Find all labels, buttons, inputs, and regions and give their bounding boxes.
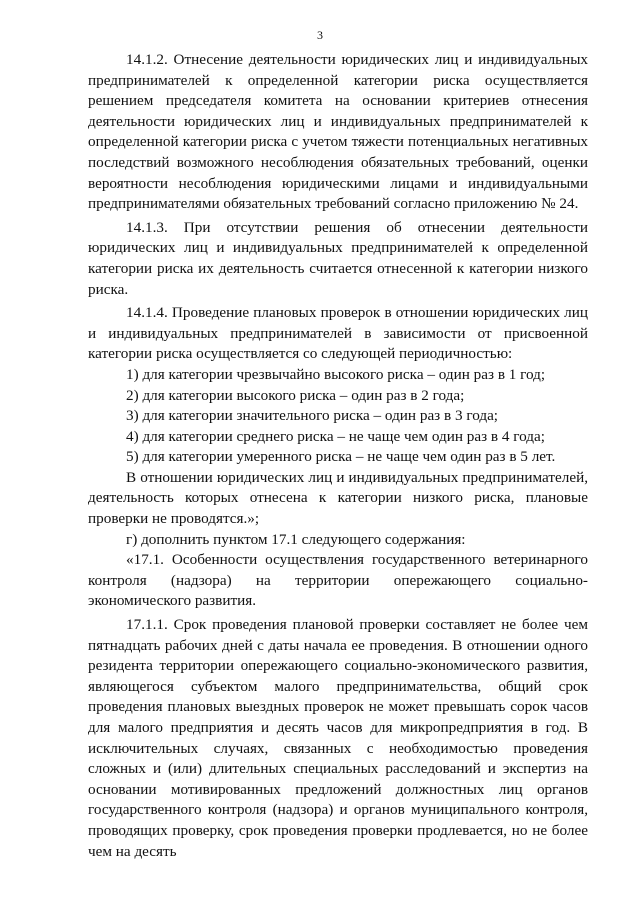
paragraph-17-1: «17.1. Особенности осуществления государственного ветеринарного контроля (надзора) на территории опережающего социально-экономического развития.	[88, 551, 588, 610]
paragraph-14-1-3: 14.1.3. При отсутствии решения об отнесении деятельности юридических лиц и индивидуальных предпринимателей к определенной категории риска их деятельность считается отнесенной к категории низкого риска.	[88, 218, 588, 298]
page-number: 3	[317, 28, 323, 42]
paragraph-amendment-g: г) дополнить пунктом 17.1 следующего содержания:	[126, 530, 466, 548]
list-item-risk-5: 5) для категории умеренного риска – не чаще чем один раз в 5 лет.	[126, 448, 556, 466]
list-item-risk-4: 4) для категории среднего риска – не чаще чем один раз в 4 года;	[126, 427, 545, 445]
list-item-risk-2: 2) для категории высокого риска – один раз в 2 года;	[126, 386, 465, 404]
paragraph-14-1-4: 14.1.4. Проведение плановых проверок в отношении юридических лиц и индивидуальных предпринимателей в зависимости от присвоенной категории риска осуществляется со следующей периодичностью:	[88, 304, 588, 363]
list-item-risk-1: 1) для категории чрезвычайно высокого риска – один раз в 1 год;	[126, 365, 546, 383]
paragraph-17-1-1: 17.1.1. Срок проведения плановой проверки составляет не более чем пятнадцать рабочих дней с даты начала ее проведения. В отношении одного резидента территории опережающего социально-экономического развития, являющегося субъектом малого предпринимательства, общий срок проведения плановых выездных проверок не может превышать сорок часов для малого предприятия и десять часов для микропредприятия в год. В исключительных случаях, связанных с необходимостью проведения сложных и (или) длительных специальных расследований и экспертиз на основании мотивированных предложений должностных лиц органов государственного контроля (надзора) и органов муниципального контроля, проводящих проверку, срок проведения проверки продлевается, но не более чем на десять	[88, 616, 588, 860]
list-item-risk-3: 3) для категории значительного риска – один раз в 3 года;	[126, 407, 499, 425]
paragraph-low-risk: В отношении юридических лиц и индивидуальных предпринимателей, деятельность которых отнесена к категории низкого риска, плановые проверки не проводятся.»;	[88, 468, 588, 528]
document-body	[88, 50, 588, 862]
paragraph-14-1-2: 14.1.2. Отнесение деятельности юридических лиц и индивидуальных предпринимателей к определенной категории риска осуществляется решением председателя комитета на основании критериев отнесения деятельности юридических лиц и индивидуальных предпринимателей к определенной категории риска с учетом тяжести потенциальных негативных последствий возможного несоблюдения обязательных требований, оценки вероятности несоблюдения юридическими лицами и индивидуальными предпринимателями обязательных требований согласно приложению № 24.	[88, 51, 588, 213]
